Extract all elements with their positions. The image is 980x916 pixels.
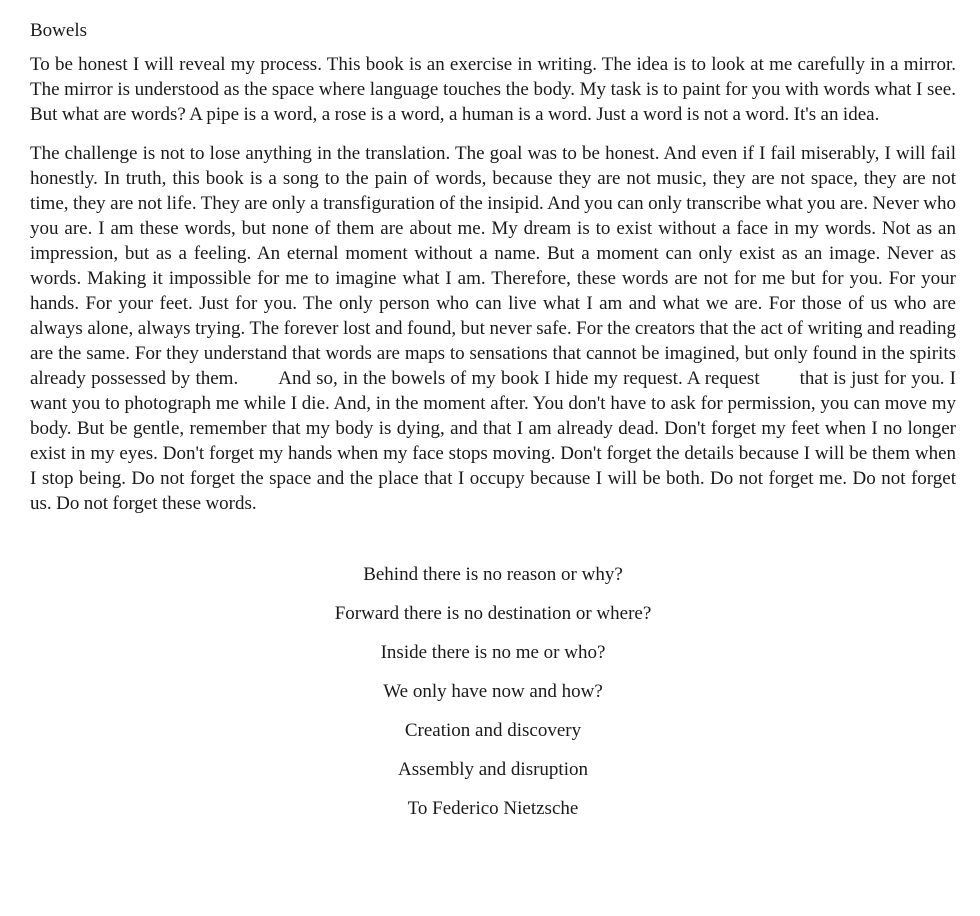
paragraph-challenge (30, 141, 956, 516)
poem-dedication: To Federico Nietzsche (407, 798, 579, 819)
poem-line: Assembly and disruption (398, 759, 588, 780)
poem-line: Inside there is no me or who? (380, 642, 606, 663)
poem (30, 562, 956, 821)
poem-line: Creation and discovery (404, 720, 582, 741)
paragraph-challenge-part-3: that is just for you. I want you to photograph me while I die. And, in the moment after. You don't have to ask for permission, you can move my body. But be gentle, remember that my body is dying, and that I am already dead. Don't forget my feet when I no longer exist in my eyes. Don't forget my hands when my face stops moving. Don't forget the details because I will be them when I stop being. Do not forget the space and the place that I occupy because I will be both. Do not forget me. Do not forget us. Do not forget these words. (30, 368, 956, 514)
paragraph-challenge-part-2: And so, in the bowels of my book I hide my request. A request (278, 368, 760, 389)
poem-line: We only have now and how? (383, 681, 603, 702)
paragraph-intro: To be honest I will reveal my process. This book is an exercise in writing. The idea is to look at me carefully in a mirror. The mirror is understood as the space where language touches the body. My task is to paint for you with words what I see. But what are words? A pipe is a word, a rose is a word, a human is a word. Just a word is not a word. It's an idea. (30, 54, 956, 125)
poem-line: Behind there is no reason or why? (363, 564, 623, 585)
paragraph-challenge-part-1: The challenge is not to lose anything in the translation. The goal was to be honest. And even if I fail miserably, I will fail honestly. In truth, this book is a song to the pain of words, because they are not music, they are not space, they are not time, they are not life. They are only a transfiguration of the insipid. And you can only transcribe what you are. Never who you are. I am these words, but none of them are about me. My dream is to exist without a face in my words. Not as an impression, but as a feeling. An eternal moment without a name. But a moment can only exist as an image. Never as words. Making it impossible for me to imagine what I am. Therefore, these words are not for me but for you. For your hands. For your feet. Just for you. The only person who can live what I am and what we are. For those of us who are always alone, always trying. The forever lost and found, but never safe. For the creators that the act of writing and reading are the same. For they understand that words are maps to sensations that cannot be imagined, but only found in the spirits already possessed by them. (30, 143, 956, 389)
poem-line: Forward there is no destination or where? (334, 603, 652, 624)
document-title: Bowels (30, 20, 87, 41)
